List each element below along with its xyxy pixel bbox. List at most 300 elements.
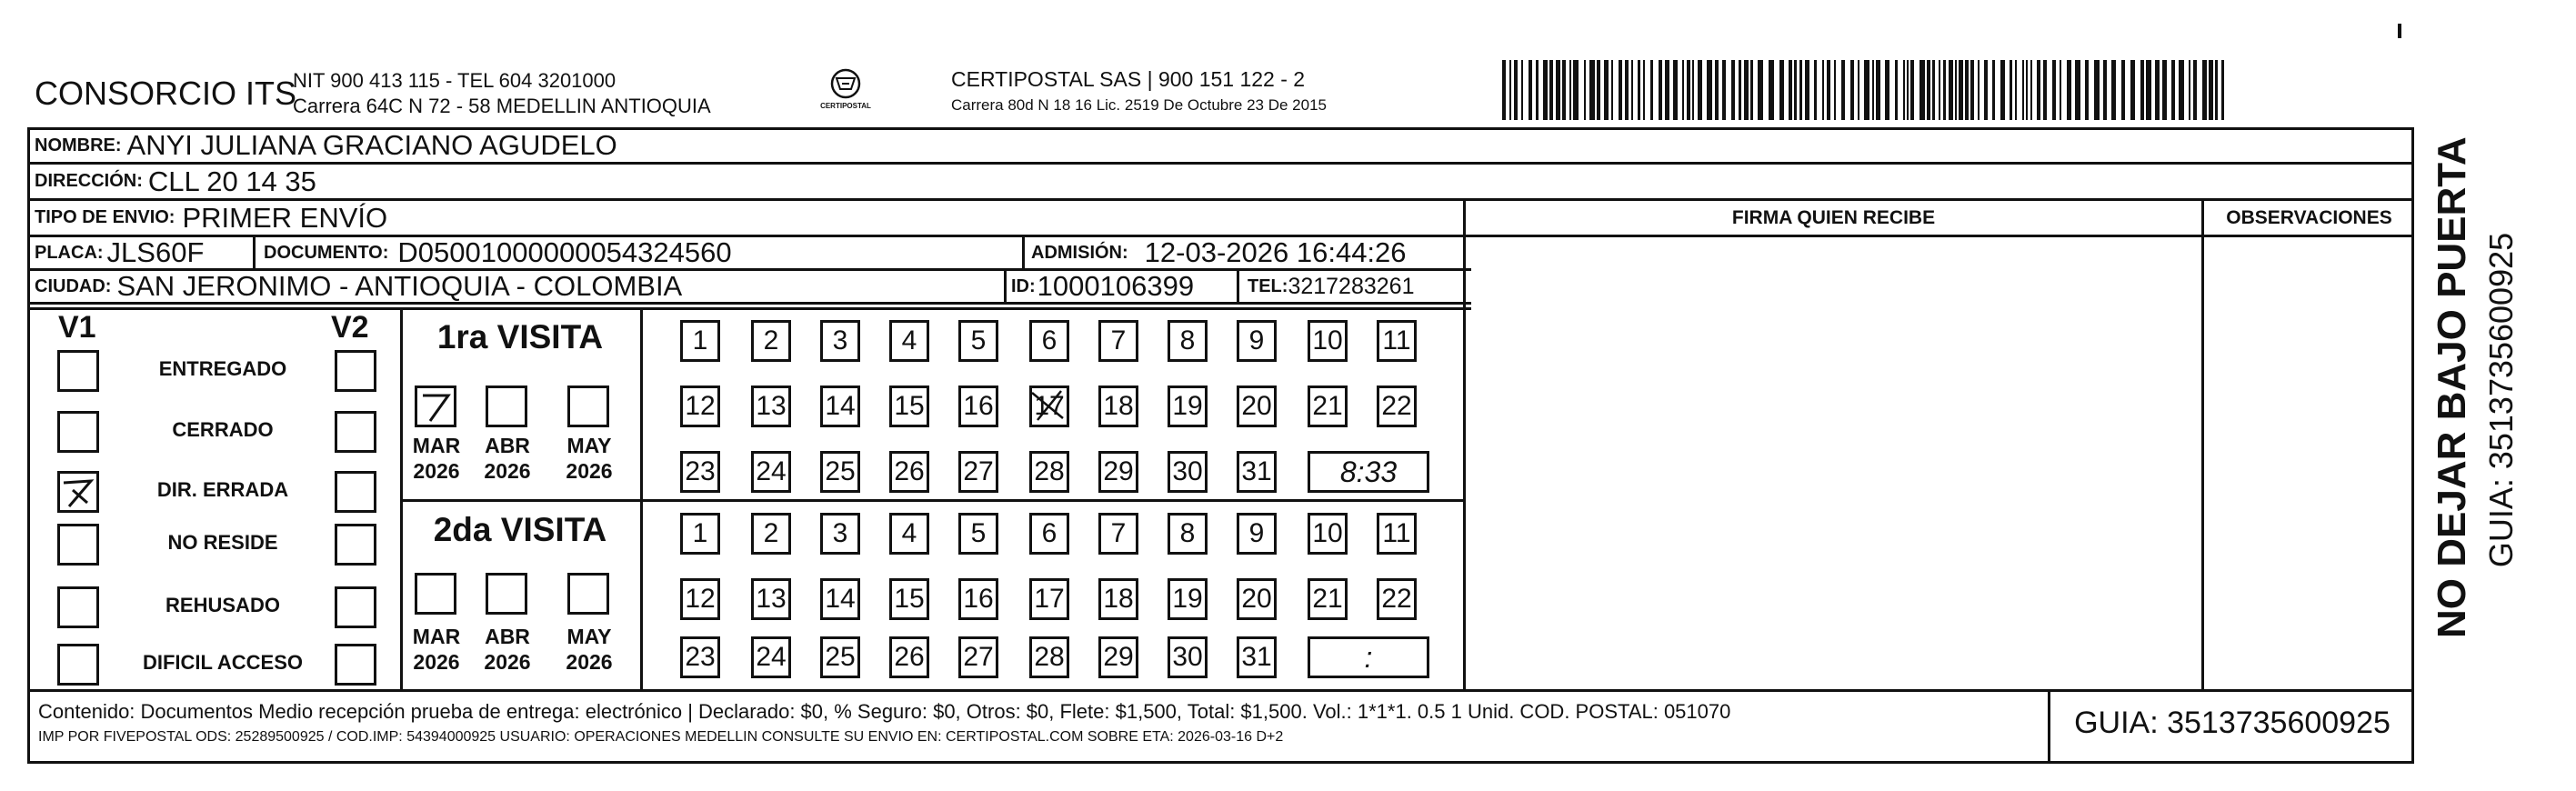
barcode-bar [1992,60,1995,120]
month-name: MAY [566,434,612,457]
barcode-bar [1529,60,1532,120]
day-checkbox[interactable] [1098,320,1138,362]
barcode-bar [1959,60,1963,120]
barcode-bar [1731,60,1735,120]
day-checkbox[interactable] [1098,513,1138,555]
barcode-bar [1502,60,1506,120]
day-checkbox[interactable] [958,451,998,493]
month-year: 2026 [413,650,460,674]
barcode-bar [2075,60,2080,120]
barcode-bar [2221,60,2224,120]
v1-checkbox[interactable] [57,644,99,686]
month-label [409,433,464,484]
barcode-bar [1687,60,1690,120]
day-number: 6 [1041,518,1057,548]
day-checkbox[interactable] [1377,385,1417,427]
day-number: 25 [825,456,856,486]
day-checkbox[interactable] [1098,578,1138,620]
barcode-bar [1631,60,1633,120]
day-checkbox[interactable] [1098,385,1138,427]
nombre-label: NOMBRE: [35,135,122,155]
barcode-bar [1536,60,1539,120]
day-number: 5 [970,325,987,355]
barcode-bar [1779,60,1784,120]
documento-value: D05001000000054324560 [397,236,732,268]
status-label: REHUSADO [165,594,280,616]
day-checkbox[interactable] [751,578,791,620]
month-checkbox[interactable] [567,385,609,427]
barcode-bar [1673,60,1678,120]
day-number: 18 [1103,391,1134,421]
nombre-value: ANYI JULIANA GRACIANO AGUDELO [126,129,617,161]
day-number: 26 [894,456,925,486]
day-checkbox[interactable] [958,636,998,678]
barcode-bar [1858,60,1859,120]
day-checkbox[interactable] [751,513,791,555]
barcode-bar [2022,60,2024,120]
barcode-bar [1910,60,1914,120]
day-number: 8 [1179,518,1196,548]
day-checkbox[interactable] [1029,385,1069,427]
day-number: 11 [1382,325,1411,355]
v2-checkbox[interactable] [335,644,376,686]
barcode-bar [1794,60,1797,120]
day-number: 22 [1381,584,1412,614]
barcode-bar [1932,60,1935,120]
barcode-bar [1573,60,1579,120]
day-number: 30 [1172,456,1203,486]
barcode-bar [1895,60,1898,120]
barcode-bar [2146,60,2151,120]
day-number: 15 [894,584,925,614]
day-number: 28 [1034,642,1065,672]
day-number: 31 [1241,642,1272,672]
day-checkbox[interactable] [1308,320,1348,362]
status-label: DIFICIL ACCESO [142,651,303,674]
day-number: 18 [1103,584,1134,614]
day-checkbox[interactable] [889,385,929,427]
day-checkbox[interactable] [820,578,860,620]
month-year: 2026 [413,459,460,483]
day-checkbox[interactable] [820,451,860,493]
day-checkbox[interactable] [680,578,720,620]
barcode-bar [2215,60,2218,120]
day-number: 5 [970,518,987,548]
barcode-bar [2010,60,2012,120]
company-name: CONSORCIO ITS [35,75,297,112]
barcode-bar [1907,60,1909,120]
barcode-bar [1584,60,1586,120]
barcode-bar [1789,60,1792,120]
side-guia: GUIA: 3513735600925 [2482,232,2520,568]
barcode-bar [2111,60,2116,120]
day-checkbox[interactable] [1237,636,1277,678]
v2-checkbox[interactable] [335,411,376,453]
day-checkbox[interactable] [751,320,791,362]
barcode-bar [1638,60,1640,120]
barcode-bar [1569,60,1571,120]
barcode-bar [2060,60,2061,120]
side-warning: NO DEJAR BAJO PUERTA [2430,136,2474,638]
barcode-bar [2000,60,2005,120]
v1-checkbox[interactable] [57,471,99,513]
tipo-envio-label: TIPO DE ENVIO: [35,207,175,227]
v2-checkbox[interactable] [335,586,376,628]
day-checkbox[interactable] [680,320,720,362]
barcode-bar [1659,60,1662,120]
day-number: 27 [963,642,994,672]
day-checkbox[interactable] [1029,513,1069,555]
visit1-title: 1ra VISITA [436,318,604,355]
barcode-bar [1625,60,1629,120]
barcode-bar [1919,60,1925,120]
month-checkbox[interactable] [415,573,456,615]
day-number: 14 [825,391,856,421]
day-number: 24 [756,642,787,672]
barcode-bar [1758,60,1763,120]
status-label: ENTREGADO [158,357,287,380]
day-checkbox[interactable] [1377,320,1417,362]
month-name: MAY [566,625,612,648]
barcode-bar [1827,60,1830,120]
day-checkbox[interactable] [1308,513,1348,555]
day-number: 16 [963,584,994,614]
barcode-bar [1850,60,1854,120]
month-year: 2026 [484,650,531,674]
day-checkbox[interactable] [958,578,998,620]
barcode-bar [2085,60,2089,120]
day-checkbox[interactable] [680,636,720,678]
barcode-bar [1978,60,1980,120]
day-checkbox[interactable] [1168,385,1208,427]
v2-checkbox[interactable] [335,524,376,566]
day-number: 15 [894,391,925,421]
status-label: DIR. ERRADA [156,478,289,501]
day-number: 22 [1381,391,1412,421]
barcode-bar [1597,60,1600,120]
barcode-bar [2189,60,2190,120]
barcode-bar [1965,60,1969,120]
barcode-bar [1834,60,1836,120]
day-number: 4 [901,518,917,548]
barcode-bar [1943,60,1946,120]
month-checkbox[interactable] [567,573,609,615]
v1-checkbox[interactable] [57,350,99,392]
day-checkbox[interactable] [820,513,860,555]
logo-text: CERTIPOSTAL [820,102,871,110]
id-value: 1000106399 [1037,270,1195,302]
barcode-bar [1692,60,1694,120]
barcode-bar [1665,60,1669,120]
footer-guia: GUIA: 3513735600925 [2074,706,2391,740]
day-checkbox[interactable] [1237,578,1277,620]
day-checkbox[interactable] [680,451,720,493]
firma-area[interactable] [1466,237,2201,689]
barcode-bar [1970,60,1974,120]
month-name: ABR [485,434,530,457]
barcode-bar [1619,60,1622,120]
tel-value: 3217283261 [1288,273,1415,299]
observaciones-label: OBSERVACIONES [2226,207,2392,228]
barcode-bar [1715,60,1719,120]
barcode-bar [1739,60,1741,120]
barcode-bar [2209,60,2213,120]
barcode-bar [2015,60,2017,120]
day-checkbox[interactable] [889,451,929,493]
day-checkbox[interactable] [751,385,791,427]
company-nit: NIT 900 413 115 - TEL 604 3201000 [293,69,616,92]
barcode-bar [1650,60,1653,120]
day-number: 29 [1103,642,1134,672]
month-checkbox[interactable] [486,385,527,427]
barcode-bar [1643,60,1645,120]
documento-label: DOCUMENTO: [264,242,389,263]
day-checkbox[interactable] [958,320,998,362]
day-number: 13 [756,391,787,421]
observaciones-area[interactable] [2204,237,2414,689]
barcode-bar [2037,60,2040,120]
day-checkbox[interactable] [1377,578,1417,620]
barcode-bar [1698,60,1702,120]
courier-address: Carrera 80d N 18 16 Lic. 2519 De Octubre 23 De 2015 [951,96,1327,114]
day-checkbox[interactable] [1237,451,1277,493]
day-checkbox[interactable] [1168,513,1208,555]
check-mark-icon [60,474,96,510]
barcode-bar [1949,60,1953,120]
day-number: 16 [963,391,994,421]
barcode-bar [2030,60,2032,120]
barcode-bar [2043,60,2047,120]
day-checkbox[interactable] [680,513,720,555]
month-label [562,433,616,484]
day-checkbox[interactable] [680,385,720,427]
day-number: 1 [692,518,708,548]
courier-logo [817,65,875,116]
day-number: 17 [1034,584,1065,614]
day-checkbox[interactable] [1029,451,1069,493]
day-checkbox[interactable] [1308,385,1348,427]
day-number: 14 [825,584,856,614]
day-checkbox[interactable] [889,578,929,620]
direccion-value: CLL 20 14 35 [147,165,316,197]
barcode [1502,60,2226,120]
month-name: MAR [412,434,461,457]
time-box[interactable] [1308,636,1429,678]
day-checkbox[interactable] [1029,578,1069,620]
barcode-bar [1556,60,1560,120]
day-number: 25 [825,642,856,672]
courier-name: CERTIPOSTAL SAS | 900 151 122 - 2 [951,67,1306,91]
month-checkbox[interactable] [415,385,456,427]
day-number: 9 [1248,325,1265,355]
barcode-bar [1799,60,1802,120]
barcode-bar [1769,60,1774,120]
ciudad-value: SAN JERONIMO - ANTIOQUIA - COLOMBIA [116,270,683,302]
v1-label: V1 [58,310,96,345]
barcode-bar [1549,60,1553,120]
barcode-bar [1521,60,1523,120]
barcode-bar [2121,60,2125,120]
barcode-bar [2094,60,2100,120]
day-number: 3 [832,518,848,548]
month-name: ABR [485,625,530,648]
barcode-bar [1562,60,1566,120]
day-number: 3 [832,325,848,355]
day-checkbox[interactable] [1098,636,1138,678]
barcode-bar [1822,60,1824,120]
day-number: 2 [763,325,779,355]
tipo-envio-value: PRIMER ENVÍO [182,201,388,234]
month-checkbox[interactable] [486,573,527,615]
barcode-bar [1722,60,1726,120]
barcode-bar [1841,60,1845,120]
day-number: 21 [1312,584,1343,614]
month-year: 2026 [484,459,531,483]
barcode-bar [2026,60,2028,120]
day-checkbox[interactable] [820,320,860,362]
day-checkbox[interactable] [751,451,791,493]
barcode-bar [1514,60,1518,120]
day-checkbox[interactable] [1029,320,1069,362]
month-year: 2026 [566,459,613,483]
placa-label: PLACA: [35,242,104,263]
barcode-bar [1872,60,1874,120]
day-checkbox[interactable] [958,385,998,427]
day-number: 13 [756,584,787,614]
day-number: 11 [1382,518,1411,548]
barcode-bar [1682,60,1684,120]
day-number: 28 [1034,456,1065,486]
barcode-bar [2130,60,2135,120]
v2-checkbox[interactable] [335,350,376,392]
barcode-bar [2179,60,2184,120]
status-label: CERRADO [172,418,274,441]
footer-imp: IMP POR FIVEPOSTAL ODS: 25289500925 / COD.IMP: 54394000925 USUARIO: OPERACIONES MEDELLIN CONSULTE SU ENVIO EN: CERTIPOSTAL.COM SOBRE ETA: 2026-03-16 D+2 [38,729,1284,745]
admision-value: 12-03-2026 16:44:26 [1144,236,1407,268]
day-checkbox[interactable] [820,636,860,678]
day-number: 17 [1034,391,1064,422]
day-checkbox[interactable] [751,636,791,678]
barcode-bar [1805,60,1809,120]
day-number: 12 [685,584,716,614]
day-number: 10 [1312,518,1343,548]
barcode-bar [1707,60,1712,120]
barcode-bar [1611,60,1613,120]
day-checkbox[interactable] [889,320,929,362]
v1-checkbox[interactable] [57,411,99,453]
barcode-bar [2067,60,2071,120]
day-number: 23 [685,642,716,672]
day-number: 24 [756,456,787,486]
month-label [480,624,535,675]
day-number: 4 [901,325,917,355]
placa-value: JLS60F [106,236,205,268]
day-number: 27 [963,456,994,486]
day-number: 7 [1110,325,1127,355]
day-number: 19 [1172,391,1203,421]
month-label [409,624,464,675]
day-number: 30 [1172,642,1203,672]
barcode-bar [2103,60,2107,120]
day-checkbox[interactable] [1029,636,1069,678]
month-year: 2026 [566,650,613,674]
barcode-bar [1885,60,1889,120]
corner-mark [2398,24,2401,38]
day-number: 12 [685,391,716,421]
day-checkbox[interactable] [820,385,860,427]
day-number: 6 [1041,325,1057,355]
day-checkbox[interactable] [889,513,929,555]
barcode-bar [1509,60,1511,120]
cross-mark-icon [1028,387,1068,424]
day-number: 8 [1179,325,1196,355]
v1-checkbox[interactable] [57,524,99,566]
month-label [562,624,616,675]
v2-label: V2 [331,310,369,345]
barcode-bar [1939,60,1940,120]
barcode-bar [2171,60,2175,120]
day-number: 21 [1312,391,1343,421]
day-checkbox[interactable] [1098,451,1138,493]
day-number: 1 [692,325,708,355]
time-box[interactable] [1308,451,1429,493]
barcode-bar [2162,60,2167,120]
status-label: NO RESIDE [167,531,278,554]
day-number: 19 [1172,584,1203,614]
barcode-bar [2155,60,2160,120]
barcode-bar [2140,60,2144,120]
day-number: 23 [685,456,716,486]
barcode-bar [1955,60,1957,120]
day-checkbox[interactable] [889,636,929,678]
day-checkbox[interactable] [1377,513,1417,555]
day-number: 31 [1241,456,1272,486]
v1-checkbox[interactable] [57,586,99,628]
day-number: 7 [1110,518,1127,548]
day-checkbox[interactable] [958,513,998,555]
barcode-bar [2193,60,2197,120]
v2-checkbox[interactable] [335,471,376,513]
visit2-title: 2da VISITA [433,511,607,548]
barcode-bar [1589,60,1595,120]
barcode-bar [1750,60,1753,120]
day-number: 2 [763,518,779,548]
barcode-bar [2202,60,2207,120]
day-checkbox[interactable] [1168,320,1208,362]
day-checkbox[interactable] [1237,320,1277,362]
day-checkbox[interactable] [1308,578,1348,620]
day-checkbox[interactable] [1237,513,1277,555]
time-value: 8:33 [1339,455,1398,488]
barcode-bar [1984,60,1988,120]
barcode-bar [1543,60,1548,120]
company-address: Carrera 64C N 72 - 58 MEDELLIN ANTIOQUIA [293,95,711,117]
day-checkbox[interactable] [1237,385,1277,427]
day-checkbox[interactable] [1168,451,1208,493]
day-number: 26 [894,642,925,672]
time-value: : [1364,640,1373,674]
barcode-bar [1814,60,1817,120]
month-name: MAR [412,625,461,648]
barcode-bar [1927,60,1930,120]
day-checkbox[interactable] [1168,578,1208,620]
barcode-bar [1876,60,1880,120]
direccion-label: DIRECCIÓN: [35,171,143,191]
day-checkbox[interactable] [1168,636,1208,678]
handwritten-mark-icon [417,388,454,425]
barcode-bar [1864,60,1869,120]
day-number: 10 [1312,325,1343,355]
